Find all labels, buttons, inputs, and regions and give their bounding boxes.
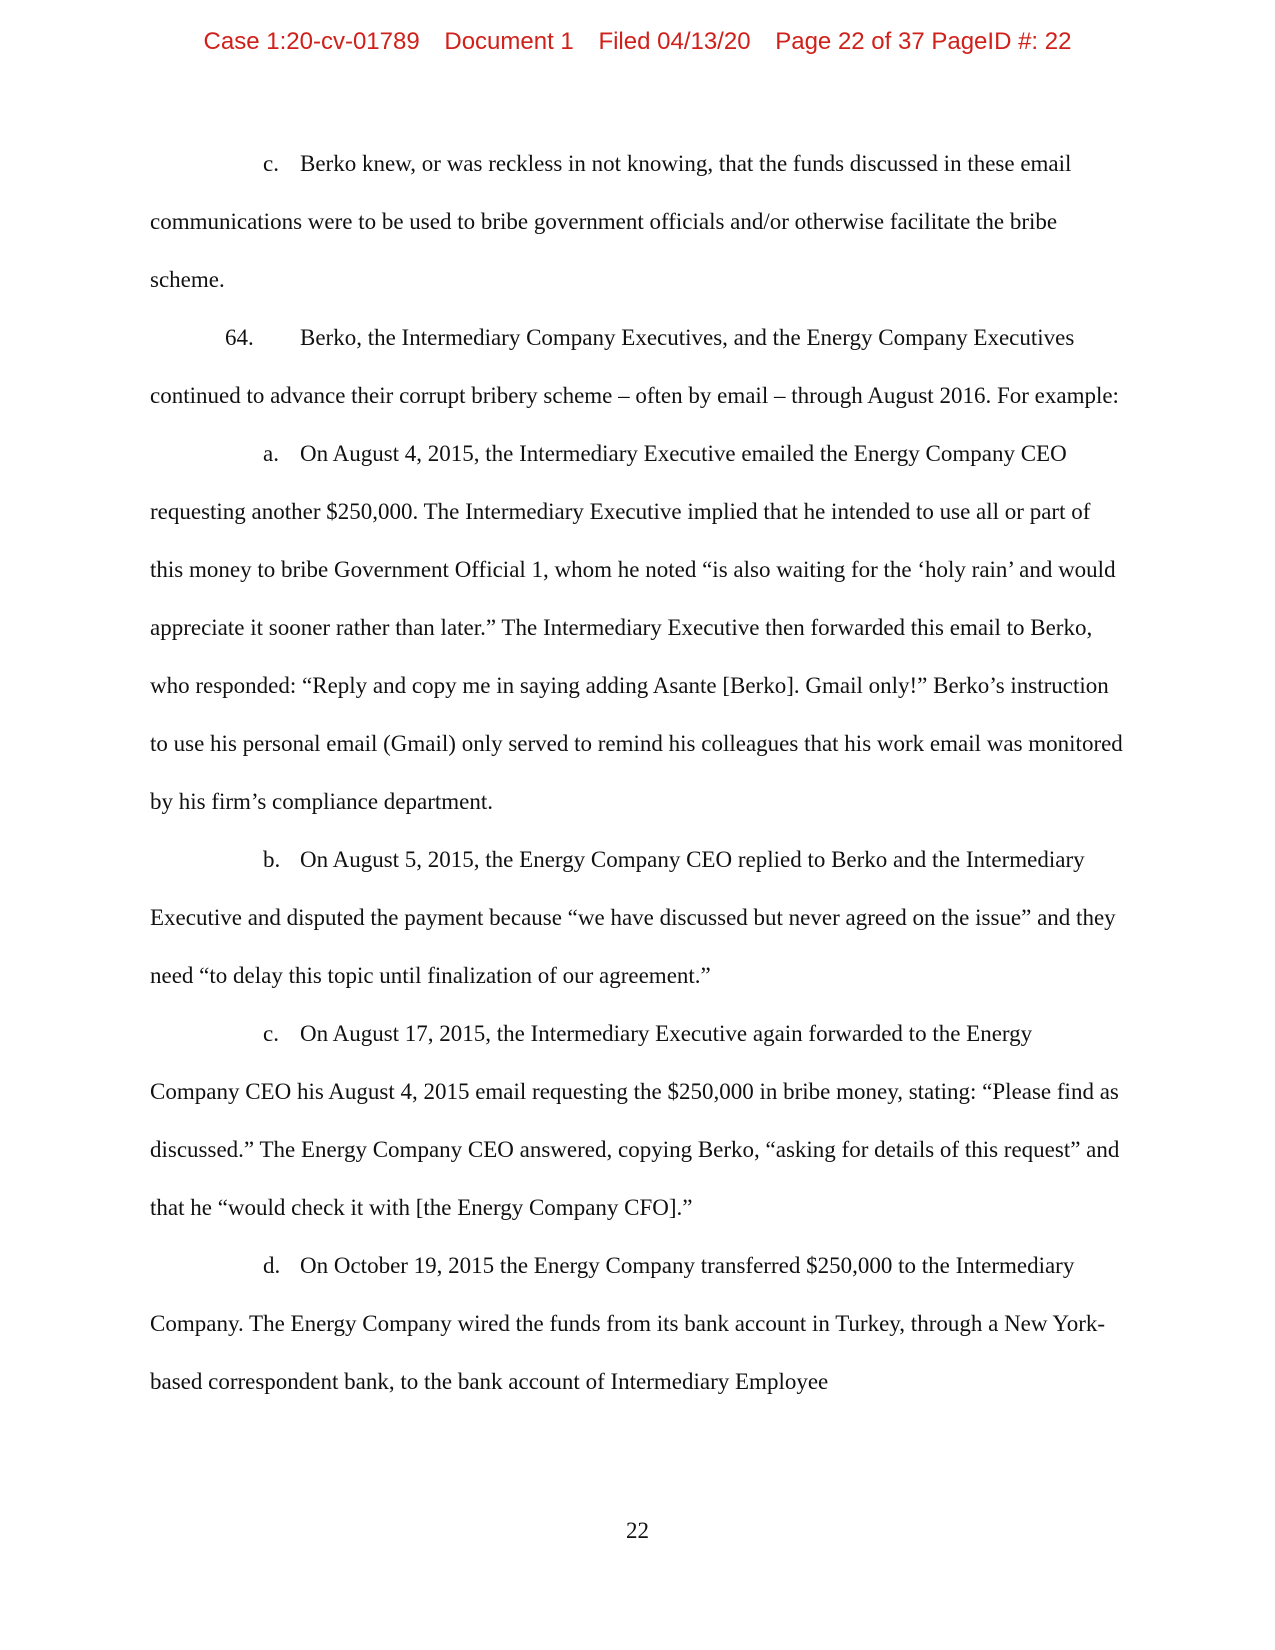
paragraph-text: On October 19, 2015 the Energy Company transferred $250,000 to the Intermediary Company. The Energy Company wired the funds from its bank account in Turkey, through a New York-based correspondent bank, to the bank account of Intermediary Employee <box>150 1253 1106 1394</box>
paragraph-64a <box>150 425 1125 831</box>
paragraph-marker: c. <box>263 151 279 176</box>
paragraph-text: On August 5, 2015, the Energy Company CEO replied to Berko and the Intermediary Executive and disputed the payment because “we have discussed but never agreed on the issue” and they need “to delay this topic until finalization of our agreement.” <box>150 847 1116 988</box>
case-number: Case 1:20-cv-01789 <box>203 28 420 55</box>
document-body <box>150 135 1125 1411</box>
paragraph-text: On August 17, 2015, the Intermediary Executive again forwarded to the Energy Company CEO his August 4, 2015 email requesting the $250,000 in bribe money, stating: “Please find as discussed.” The Energy Company CEO answered, copying Berko, “asking for details of this request” and that he “would check it with [the Energy Company CFO].” <box>150 1021 1120 1220</box>
paragraph-text: Berko knew, or was reckless in not knowing, that the funds discussed in these email communications were to be used to bribe government officials and/or otherwise facilitate the bribe scheme. <box>150 151 1072 292</box>
paragraph-64 <box>150 309 1125 425</box>
page-number: 22 <box>626 1518 649 1543</box>
paragraph-marker: c. <box>263 1021 279 1046</box>
paragraph-64c <box>150 1005 1125 1237</box>
filed-date: Filed 04/13/20 <box>598 28 751 55</box>
paragraph-64b <box>150 831 1125 1005</box>
paragraph-64d <box>150 1237 1125 1411</box>
paragraph-marker: b. <box>263 847 281 872</box>
paragraph-marker: a. <box>263 441 279 466</box>
case-header <box>0 28 1275 56</box>
paragraph-text: On August 4, 2015, the Intermediary Executive emailed the Energy Company CEO requesting another $250,000. The Intermediary Executive implied that he intended to use all or part of this money to bribe Government Official 1, whom he noted “is also waiting for the ‘holy rain’ and would appreciate it sooner rather than later.” The Intermediary Executive then forwarded this email to Berko, who responded: “Reply and copy me in saying adding Asante [Berko]. Gmail only!” Berko’s instruction to use his personal email (Gmail) only served to remind his colleagues that his work email was monitored by his firm’s compliance department. <box>150 441 1123 814</box>
paragraph-marker: 64. <box>225 325 254 350</box>
paragraph-marker: d. <box>263 1253 281 1278</box>
page-info: Page 22 of 37 PageID #: 22 <box>775 28 1072 55</box>
paragraph-63c <box>150 135 1125 309</box>
paragraph-text: Berko, the Intermediary Company Executives, and the Energy Company Executives continued to advance their corrupt bribery scheme – often by email – through August 2016. For example: <box>150 325 1119 408</box>
document-number: Document 1 <box>444 28 574 55</box>
